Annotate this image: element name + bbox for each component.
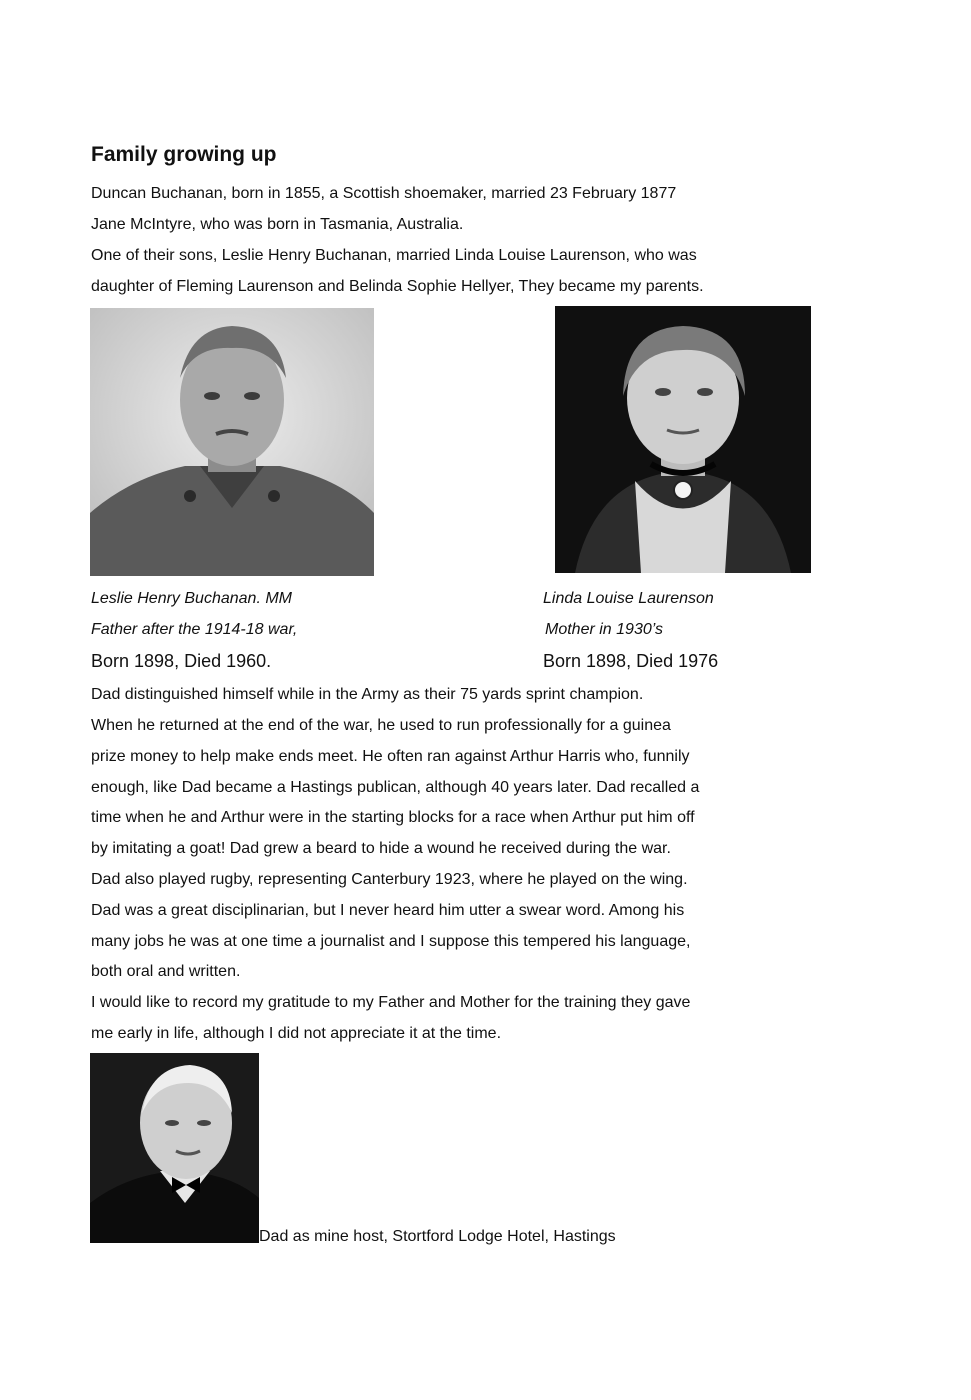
- intro-line: daughter of Fleming Laurenson and Belinda Sophie Hellyer, They became my parents.: [91, 278, 704, 295]
- father-caption-name: Leslie Henry Buchanan. MM: [91, 590, 292, 607]
- body-line: time when he and Arthur were in the starting blocks for a race when Arthur put him off: [91, 809, 695, 826]
- mother-caption-name: Linda Louise Laurenson: [543, 590, 714, 607]
- page-title: Family growing up: [91, 143, 277, 166]
- body-line: me early in life, although I did not appreciate it at the time.: [91, 1025, 502, 1042]
- father-caption-note: Father after the 1914-18 war,: [91, 621, 298, 638]
- mother-caption-note: Mother in 1930’s: [545, 621, 663, 638]
- body-line: by imitating a goat! Dad grew a beard to hide a wound he received during the war.: [91, 840, 671, 857]
- mother-photo: [555, 306, 811, 573]
- father-photo: [90, 308, 374, 576]
- father-caption-dates: Born 1898, Died 1960.: [91, 651, 272, 671]
- mother-caption-dates: Born 1898, Died 1976: [543, 651, 719, 671]
- intro-line: One of their sons, Leslie Henry Buchanan, married Linda Louise Laurenson, who was: [91, 247, 697, 264]
- body-line: many jobs he was at one time a journalist and I suppose this tempered his language,: [91, 933, 691, 950]
- body-line: When he returned at the end of the war, he used to run professionally for a guinea: [91, 717, 671, 734]
- intro-line: Duncan Buchanan, born in 1855, a Scottish shoemaker, married 23 February 1877: [91, 185, 677, 202]
- intro-line: Jane McIntyre, who was born in Tasmania, Australia.: [91, 216, 464, 233]
- body-line: both oral and written.: [91, 963, 241, 980]
- body-line: I would like to record my gratitude to my Father and Mother for the training they gave: [91, 994, 691, 1011]
- body-line: Dad also played rugby, representing Canterbury 1923, where he played on the wing.: [91, 871, 688, 888]
- body-line: enough, like Dad became a Hastings publican, although 40 years later. Dad recalled a: [91, 779, 700, 796]
- body-line: Dad was a great disciplinarian, but I never heard him utter a swear word. Among his: [91, 902, 685, 919]
- host-photo: [90, 1053, 259, 1243]
- body-line: prize money to help make ends meet. He often ran against Arthur Harris who, funnily: [91, 748, 690, 765]
- host-caption: Dad as mine host, Stortford Lodge Hotel, Hastings: [259, 1228, 616, 1245]
- body-line: Dad distinguished himself while in the Army as their 75 yards sprint champion.: [91, 686, 644, 703]
